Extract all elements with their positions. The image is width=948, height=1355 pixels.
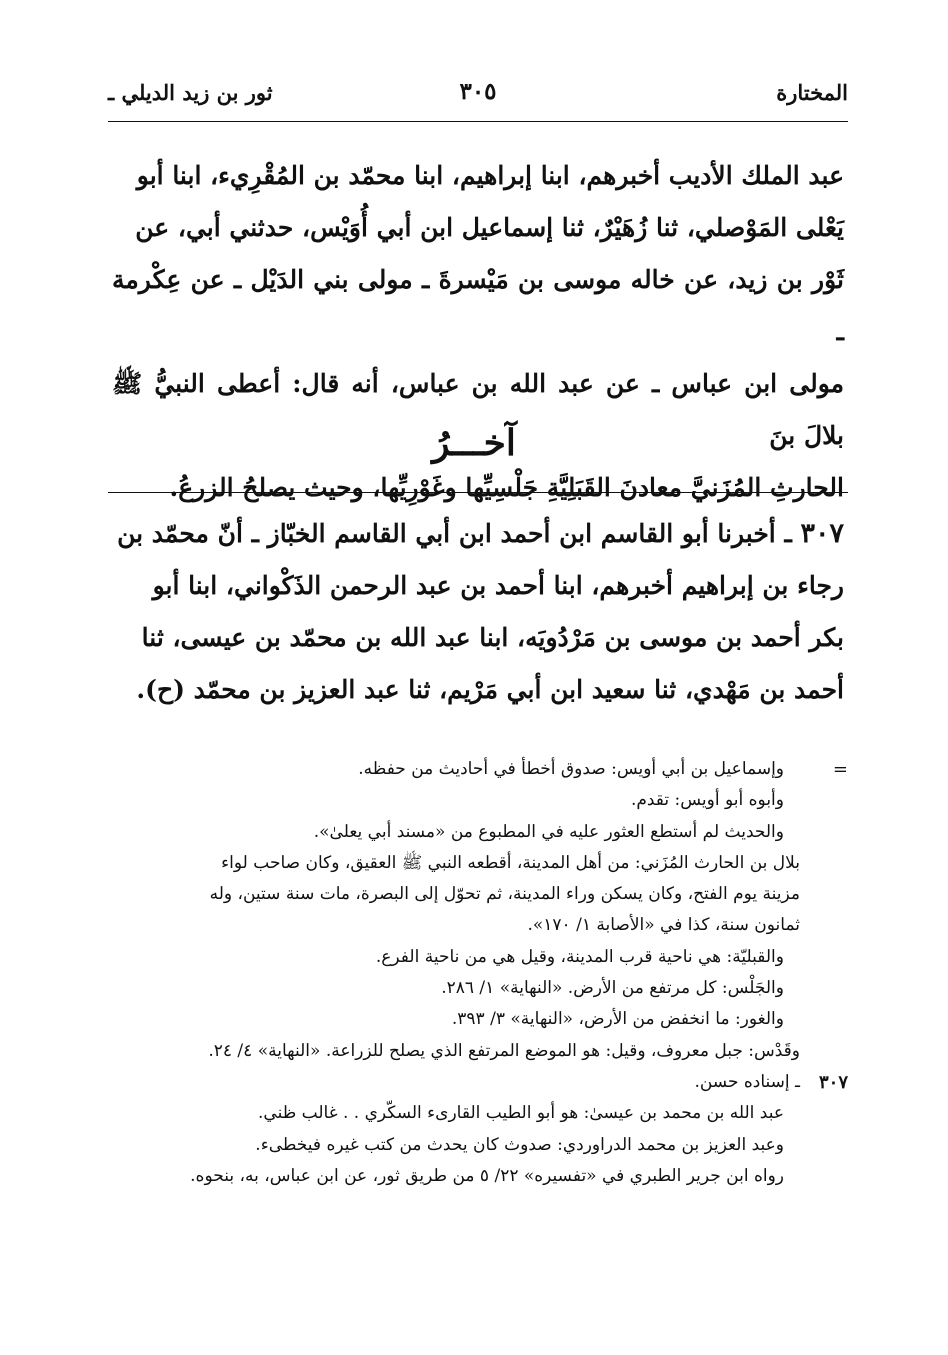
main-line: عبد الملك الأديب أخبرهم، ابنا إبراهيم، ابنا محمّد بن المُقْرِيء، ابنا أبو — [136, 161, 844, 190]
footnote-line: والقبليّة: هي ناحية قرب المدينة، وقيل هي من ناحية الفرع. — [375, 946, 784, 967]
footnotes — [110, 754, 848, 1192]
footnote-line: والحديث لم أستطع العثور عليه في المطبوع من «مسند أبي يعلىٰ». — [313, 821, 784, 842]
entry-first-line-text: ـ أخبرنا أبو القاسم ابن أحمد ابن أبي القاسم الخبّاز ـ أنّ محمّد بن — [117, 519, 792, 548]
section-rule — [108, 492, 848, 493]
page-number: ٣٠٥ — [459, 78, 497, 105]
header-rule — [108, 121, 848, 122]
footnote-line: وعبد العزيز بن محمد الدراوردي: صدوث كان يحدث من كتب غيره فيخطىء. — [255, 1134, 784, 1155]
footnote-text: ـ إسناده حسن. — [694, 1071, 800, 1092]
footnote-line: رواه ابن جرير الطبري في «تفسيره» ٢٢/ ٥ من طريق ثور، عن ابن عباس، به، بنحوه. — [190, 1165, 784, 1186]
main-text-block-2 — [112, 508, 844, 716]
footnote-line: والغور: ما انخفض من الأرض، «النهاية» ٣/ ٣٩٣. — [451, 1009, 784, 1030]
footnote-line: وأبوه أبو أويس: تقدم. — [630, 790, 784, 811]
running-head-book-title: المختارة — [776, 80, 848, 105]
section-title: آخـــرُ — [432, 422, 516, 464]
footnote-text: وإسماعيل بن أبي أويس: صدوق أخطأ في أحاديث من حفظه. — [358, 759, 784, 779]
footnote-line: عبد الله بن محمد بن عيسىٰ: هو أبو الطيب القارىء السكّري . . غالب ظني. — [258, 1103, 784, 1124]
footnote-line: والجَلْس: كل مرتفع من الأرض. «النهاية» ١/ ٢٨٦. — [441, 978, 784, 999]
main-line: يَعْلى المَوْصلي، ثنا زُهَيْرٌ، ثنا إسماعيل ابن أبي أُوَيْس، حدثني أبي، عن — [135, 213, 844, 242]
running-header — [108, 78, 848, 112]
main-line-entry — [112, 508, 844, 560]
footnote-307 — [110, 1067, 848, 1098]
main-line: أحمد بن مَهْدي، ثنا سعيد ابن أبي مَرْيم، ثنا عبد العزيز بن محمّد (ح). — [136, 675, 844, 704]
main-line: مولى ابن عباس ـ عن عبد الله بن عباس، أنه قال: أعطى النبيُّ ﷺ بلالَ بنَ — [112, 369, 844, 450]
footnote-line: ثمانون سنة، كذا في «الأصابة ١/ ١٧٠». — [527, 915, 800, 936]
main-line: رجاء بن إبراهيم أخبرهم، ابنا أحمد بن عبد الرحمن الذَكْواني، ابنا أبو — [152, 571, 844, 600]
main-line: الحارثِ المُزَنيَّ معادنَ القَبَلِيَّةِ جَلْسِيِّها وغَوْرِيِّها، وحيث يصلحُ الزرعُ. — [169, 473, 844, 502]
main-line: بكر أحمد بن موسى بن مَرْدُويَه، ابنا عبد الله بن محمّد بن عيسى، ثنا — [141, 623, 844, 652]
running-head-chapter: ثور بن زيد الديلي ـ — [108, 80, 273, 105]
main-line: ثَوْر بن زيد، عن خاله موسى بن مَيْسرةَ ـ مولى بني الدَيْل ـ عن عِكْرمة ـ — [112, 265, 844, 346]
continuation-marker: = — [832, 759, 848, 780]
footnote-line: وقَدْس: جبل معروف، وقيل: هو الموضع المرتفع الذي يصلح للزراعة. «النهاية» ٤/ ٢٤. — [208, 1040, 800, 1061]
footnote-line: مزينة يوم الفتح، وكان يسكن وراء المدينة، ثم تحوّل إلى البصرة، مات سنة ستين، وله — [209, 884, 800, 905]
footnote-line: بلال بن الحارث المُزَني: من أهل المدينة، أقطعه النبي ﷺ العقيق، وكان صاحب لواء — [221, 852, 800, 873]
entry-number: ٣٠٧ — [800, 518, 844, 549]
footnote-number: ٣٠٧ — [818, 1071, 848, 1093]
footnote-line — [110, 754, 848, 785]
